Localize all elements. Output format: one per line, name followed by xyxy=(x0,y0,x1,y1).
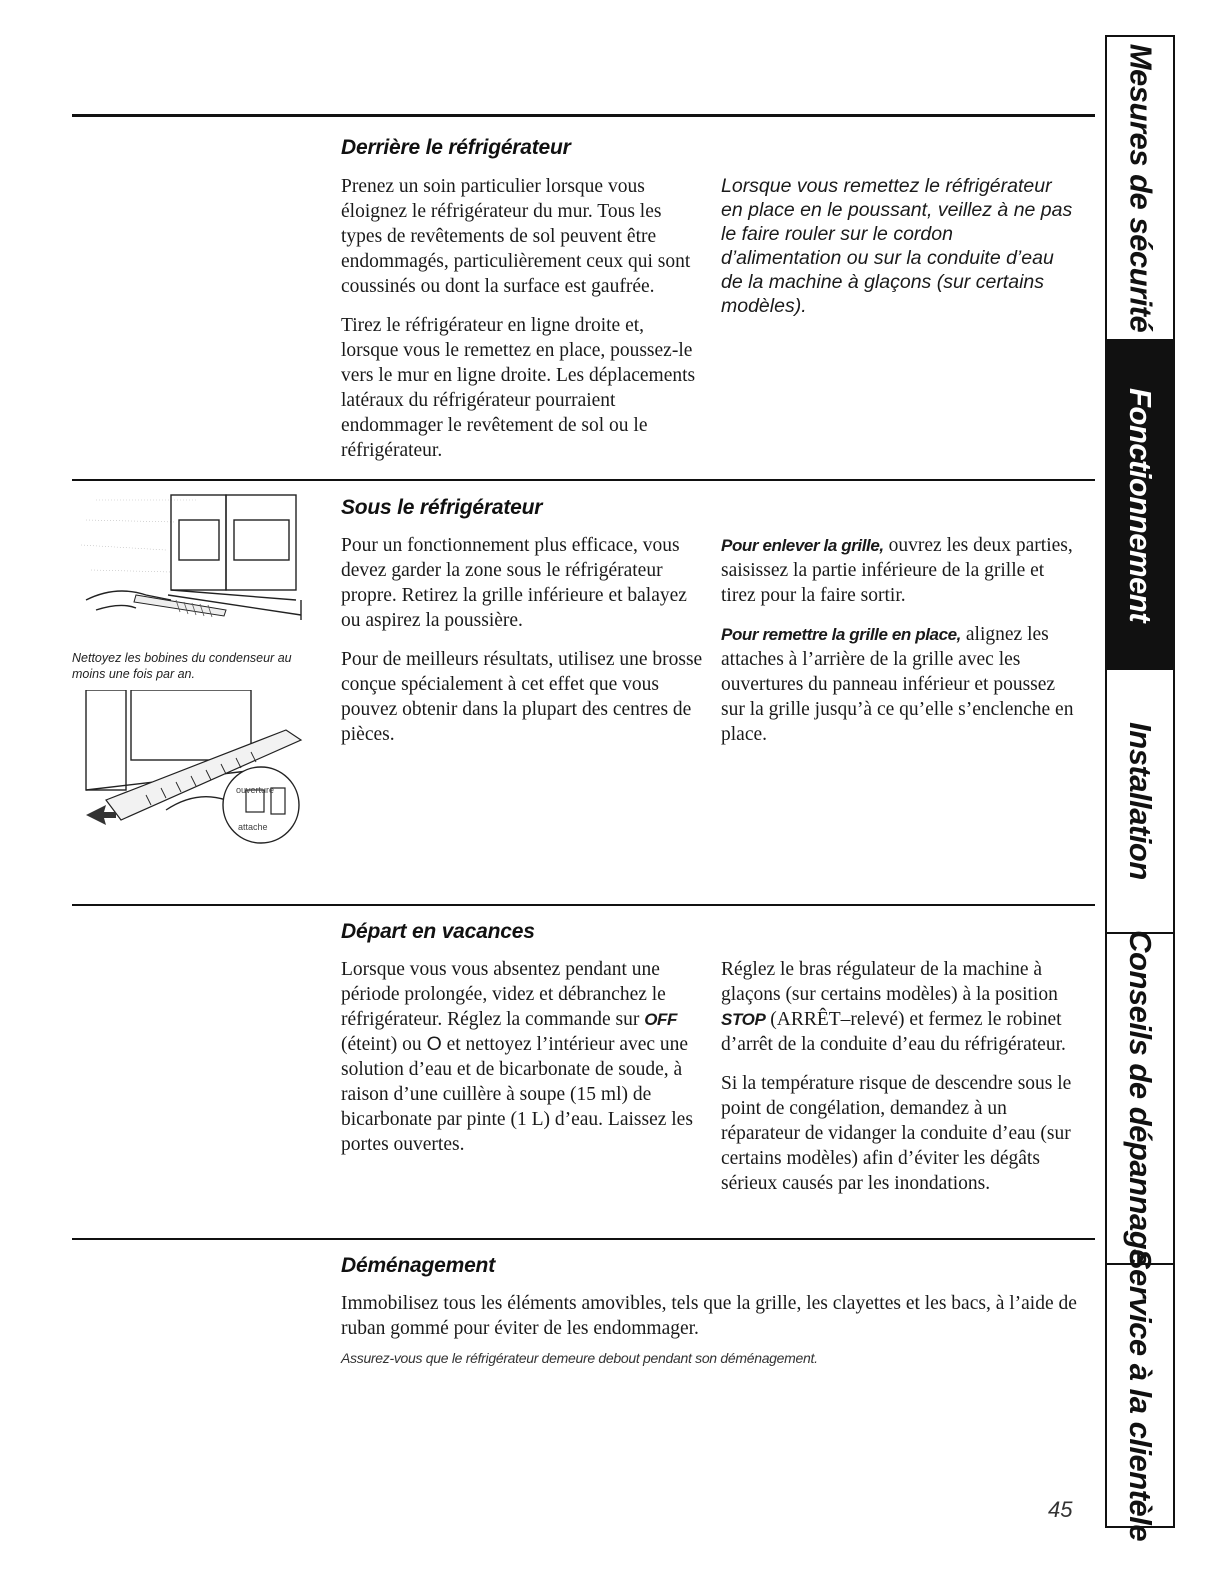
moving-paragraph: Immobilisez tous les éléments amovibles, tels que la grille, les clayettes et les bacs, à l’aide de ruban gommé pour éviter de les endommager. xyxy=(341,1293,1077,1339)
tab-operation-label: Fonctionnement xyxy=(1123,387,1159,623)
stop-label: STOP xyxy=(721,1010,766,1029)
vacation-icemaker xyxy=(721,957,1081,1210)
section-divider-under xyxy=(72,479,1095,481)
moving-note: Assurez-vous que le réfrigérateur demeure debout pendant son déménagement. xyxy=(341,1350,818,1366)
icemaker-text-a: Réglez le bras régulateur de la machine à glaçons (sur certains modèles) à la position xyxy=(721,959,1058,1005)
under-grille-instructions xyxy=(721,533,1083,761)
moving-body xyxy=(341,1291,1081,1355)
vacation-paragraph-1 xyxy=(341,957,703,1157)
replace-grille-paragraph xyxy=(721,622,1083,747)
under-paragraph-1: Pour un fonctionnement plus efficace, vous devez garder la zone sous le réfrigérateur propre. Retirez la grille inférieure et balayez ou aspirez la poussière. xyxy=(341,535,687,631)
vacation-text-b: (éteint) ou xyxy=(341,1034,427,1055)
tab-troubleshooting-label: Conseils de dépannage xyxy=(1123,930,1159,1266)
behind-paragraph-1: Prenez un soin particulier lorsque vous éloignez le réfrigérateur du mur. Tous les types de revêtements de sol peuvent être endommagés, particulièrement ceux qui sont coussinés ou dont la surface est gaufrée. xyxy=(341,176,691,297)
under-paragraph-2: Pour de meilleurs résultats, utilisez une brosse conçue spécialement à cet effet que vous pouvez obtenir dans la plupart des centres de pièces. xyxy=(341,649,703,745)
tab-safety[interactable] xyxy=(1107,37,1173,339)
replace-grille-lead: Pour remettre la grille en place, xyxy=(721,625,962,644)
behind-paragraph-2: Tirez le réfrigérateur en ligne droite et, lorsque vous le remettez en place, poussez-le vers le mur en ligne droite. Les déplacements latéraux du réfrigérateur pourraient endommager le revêtement de sol ou le réfrigérateur. xyxy=(341,315,696,461)
section-divider-vacation xyxy=(72,904,1095,906)
page-number: 45 xyxy=(1048,1497,1073,1522)
illustration-condenser-brush xyxy=(76,490,311,640)
remove-grille-lead: Pour enlever la grille, xyxy=(721,536,884,555)
section-tabs xyxy=(1105,35,1175,1542)
heading-behind: Derrière le réfrigérateur xyxy=(341,136,571,159)
illustration-caption: Nettoyez les bobines du condenseur au moins une fois par an. xyxy=(72,651,292,681)
icemaker-text-b: (ARRÊT–relevé) et fermez le robinet d’arrêt de la conduite d’eau du réfrigérateur. xyxy=(721,1009,1066,1055)
behind-body xyxy=(341,174,701,477)
illustration-grille-removal xyxy=(76,690,311,850)
tab-installation-label: Installation xyxy=(1123,722,1159,880)
tab-customer-service[interactable] xyxy=(1107,1248,1173,1542)
tab-installation[interactable] xyxy=(1107,670,1173,932)
vacation-text-a: Lorsque vous vous absentez pendant une période prolongée, videz et débranchez le réfrigérateur. Réglez la commande sur xyxy=(341,959,666,1030)
section-divider-moving xyxy=(72,1238,1095,1240)
heading-moving: Déménagement xyxy=(341,1254,495,1277)
tab-customer-service-label: Service à la clientèle xyxy=(1123,1248,1158,1542)
vacation-body xyxy=(341,957,703,1171)
heading-under: Sous le réfrigérateur xyxy=(341,496,543,519)
under-body xyxy=(341,533,706,761)
behind-note: Lorsque vous remettez le réfrigérateur en place en le poussant, veillez à ne pas le faire rouler sur le cordon d’alimentation ou sur la conduite d’eau de la machine à glaçons (sur certains modèles). xyxy=(721,175,1073,317)
tab-safety-label: Mesures de sécurité xyxy=(1123,43,1158,333)
section-divider-top xyxy=(72,114,1095,117)
tab-operation[interactable] xyxy=(1107,340,1173,670)
off-label: OFF xyxy=(644,1010,677,1029)
remove-grille-text: ouvrez les deux parties, saisissez la partie inférieure de la grille et tirez pour la faire sortir. xyxy=(721,535,1073,606)
label-clip: attache xyxy=(238,822,268,832)
tab-troubleshooting[interactable] xyxy=(1107,930,1173,1266)
label-opening: ouverture xyxy=(236,785,275,795)
remove-grille-paragraph xyxy=(721,533,1083,608)
replace-grille-text: alignez les attaches à l’arrière de la grille avec les ouvertures du panneau inférieur et poussez sur la grille jusqu’à ce qu’elle s’enclenche en place. xyxy=(721,624,1074,745)
vacation-paragraph-2 xyxy=(721,957,1081,1057)
zero-symbol: O xyxy=(426,1033,442,1055)
vacation-paragraph-3: Si la température risque de descendre sous le point de congélation, demandez à un réparateur de vidanger la conduite d’eau (sur certains modèles) afin d’éviter les dégâts sérieux causés par les inondations. xyxy=(721,1073,1072,1194)
heading-vacation: Départ en vacances xyxy=(341,920,535,943)
vacation-text-c: et nettoyez l’intérieur avec une solution d’eau et de bicarbonate de soude, à raison d’une cuillère à soupe (15 ml) de bicarbonate par pinte (1 L) d’eau. Laissez les portes ouvertes. xyxy=(341,1034,693,1155)
